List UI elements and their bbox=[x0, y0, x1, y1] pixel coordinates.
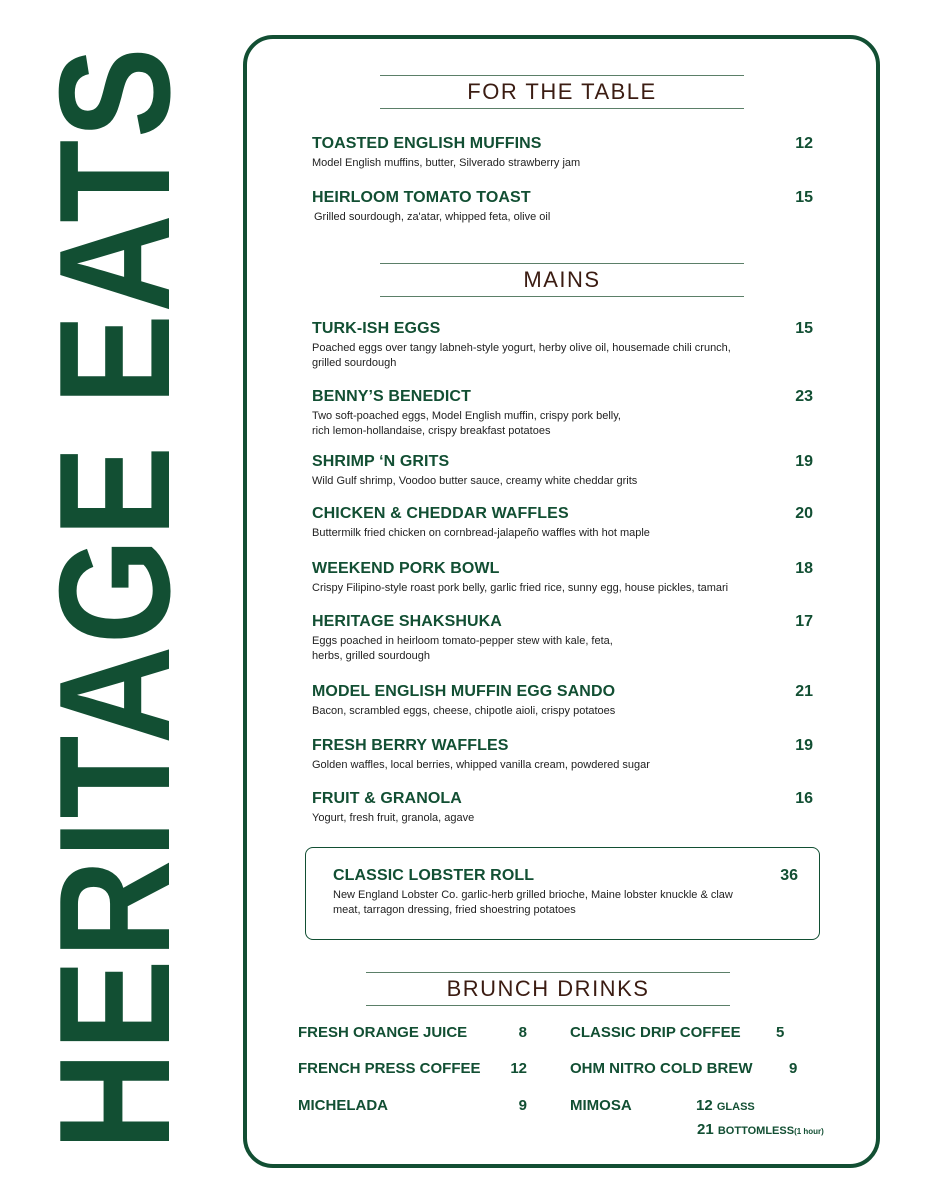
item-name: CHICKEN & CHEDDAR WAFFLES bbox=[312, 505, 569, 522]
menu-item bbox=[312, 452, 817, 489]
menu-item bbox=[312, 319, 817, 371]
item-name: WEEKEND PORK BOWL bbox=[312, 560, 500, 577]
mimosa-glass-label: GLASS bbox=[716, 1101, 755, 1113]
drink-name: MICHELADA bbox=[298, 1097, 388, 1114]
drink-price: 9 bbox=[518, 1097, 527, 1114]
featured-item-box bbox=[305, 847, 820, 940]
section-title: FOR THE TABLE bbox=[467, 79, 657, 104]
menu-item bbox=[312, 789, 817, 826]
drink-price: 9 bbox=[789, 1060, 798, 1077]
brand-title-container bbox=[27, 45, 203, 1151]
item-description-line-1: Two soft-poached eggs, Model English muffin, crispy pork belly, bbox=[312, 410, 621, 422]
item-price: 19 bbox=[795, 453, 813, 470]
mimosa-bottomless-price: 21 bbox=[697, 1121, 714, 1138]
item-description: Grilled sourdough, za'atar, whipped feta, olive oil bbox=[314, 211, 551, 223]
section-heading-brunch-drinks bbox=[366, 972, 730, 1006]
item-price: 23 bbox=[795, 388, 813, 405]
menu-item bbox=[312, 387, 817, 439]
mimosa-bottomless-note: (1 hour) bbox=[794, 1127, 824, 1136]
mimosa-glass-price-row bbox=[696, 1097, 755, 1116]
item-price: 17 bbox=[795, 613, 813, 630]
drink-name: MIMOSA bbox=[570, 1097, 632, 1114]
item-description: Wild Gulf shrimp, Voodoo butter sauce, creamy white cheddar grits bbox=[312, 475, 638, 487]
item-description-line-2: grilled sourdough bbox=[312, 357, 397, 369]
section-heading-for-the-table bbox=[380, 75, 744, 109]
mimosa-bottomless-label: BOTTOMLESS bbox=[717, 1125, 795, 1137]
item-name: CLASSIC LOBSTER ROLL bbox=[333, 867, 535, 884]
item-price: 16 bbox=[795, 790, 813, 807]
section-title: MAINS bbox=[523, 267, 601, 292]
item-description-line-1: New England Lobster Co. garlic-herb grilled brioche, Maine lobster knuckle & claw bbox=[333, 889, 733, 901]
item-price: 12 bbox=[795, 135, 813, 152]
item-name: FRUIT & GRANOLA bbox=[312, 790, 462, 807]
item-description: Bacon, scrambled eggs, cheese, chipotle aioli, crispy potatoes bbox=[312, 705, 616, 717]
item-description-line-2: rich lemon-hollandaise, crispy breakfast potatoes bbox=[312, 425, 551, 437]
item-price: 15 bbox=[795, 320, 813, 337]
brand-title-text: HERITAGE EATS bbox=[27, 45, 203, 1151]
menu-item bbox=[312, 682, 817, 719]
item-name: MODEL ENGLISH MUFFIN EGG SANDO bbox=[312, 683, 616, 700]
item-description-line-1: Poached eggs over tangy labneh-style yogurt, herby olive oil, housemade chili crunch, bbox=[312, 342, 731, 354]
item-name: BENNY’S BENEDICT bbox=[312, 388, 471, 405]
menu-item bbox=[312, 612, 817, 664]
item-price: 36 bbox=[780, 867, 798, 884]
menu-item bbox=[312, 504, 817, 541]
drink-price: 8 bbox=[518, 1024, 527, 1041]
section-heading-mains bbox=[380, 263, 744, 297]
item-price: 15 bbox=[795, 189, 813, 206]
mimosa-bottomless-price-row bbox=[697, 1121, 824, 1141]
drink-price: 5 bbox=[776, 1024, 785, 1041]
mimosa-glass-price: 12 bbox=[696, 1097, 713, 1114]
item-description: Model English muffins, butter, Silverado strawberry jam bbox=[312, 157, 581, 169]
item-description: Golden waffles, local berries, whipped vanilla cream, powdered sugar bbox=[312, 759, 650, 771]
drink-price: 12 bbox=[510, 1060, 527, 1077]
menu-item bbox=[312, 736, 817, 773]
drink-name: FRESH ORANGE JUICE bbox=[298, 1024, 468, 1041]
item-description: Buttermilk fried chicken on cornbread-jalapeño waffles with hot maple bbox=[312, 527, 650, 539]
item-description-line-2: herbs, grilled sourdough bbox=[312, 650, 431, 662]
menu-item bbox=[312, 134, 817, 171]
section-title: BRUNCH DRINKS bbox=[446, 976, 650, 1001]
drink-name: OHM NITRO COLD BREW bbox=[570, 1060, 753, 1077]
drink-name: CLASSIC DRIP COFFEE bbox=[570, 1024, 741, 1041]
item-name: HERITAGE SHAKSHUKA bbox=[312, 613, 502, 630]
item-name: HEIRLOOM TOMATO TOAST bbox=[312, 189, 531, 206]
featured-menu-item bbox=[333, 866, 798, 918]
brand-title bbox=[27, 45, 203, 1151]
item-description-line-1: Eggs poached in heirloom tomato-pepper stew with kale, feta, bbox=[312, 635, 613, 647]
drink-name: FRENCH PRESS COFFEE bbox=[298, 1060, 481, 1077]
menu-item bbox=[312, 188, 817, 225]
item-price: 19 bbox=[795, 737, 813, 754]
item-name: SHRIMP ‘N GRITS bbox=[312, 453, 450, 470]
item-name: TOASTED ENGLISH MUFFINS bbox=[312, 135, 542, 152]
item-price: 20 bbox=[795, 505, 813, 522]
item-name: FRESH BERRY WAFFLES bbox=[312, 737, 509, 754]
menu-item bbox=[312, 559, 817, 596]
item-price: 21 bbox=[795, 683, 813, 700]
item-description: Crispy Filipino-style roast pork belly, garlic fried rice, sunny egg, house pickles, tamari bbox=[312, 582, 729, 594]
item-description: Yogurt, fresh fruit, granola, agave bbox=[312, 812, 475, 824]
item-price: 18 bbox=[795, 560, 813, 577]
item-name: TURK-ISH EGGS bbox=[312, 320, 441, 337]
item-description-line-2: meat, tarragon dressing, fried shoestring potatoes bbox=[333, 904, 576, 916]
